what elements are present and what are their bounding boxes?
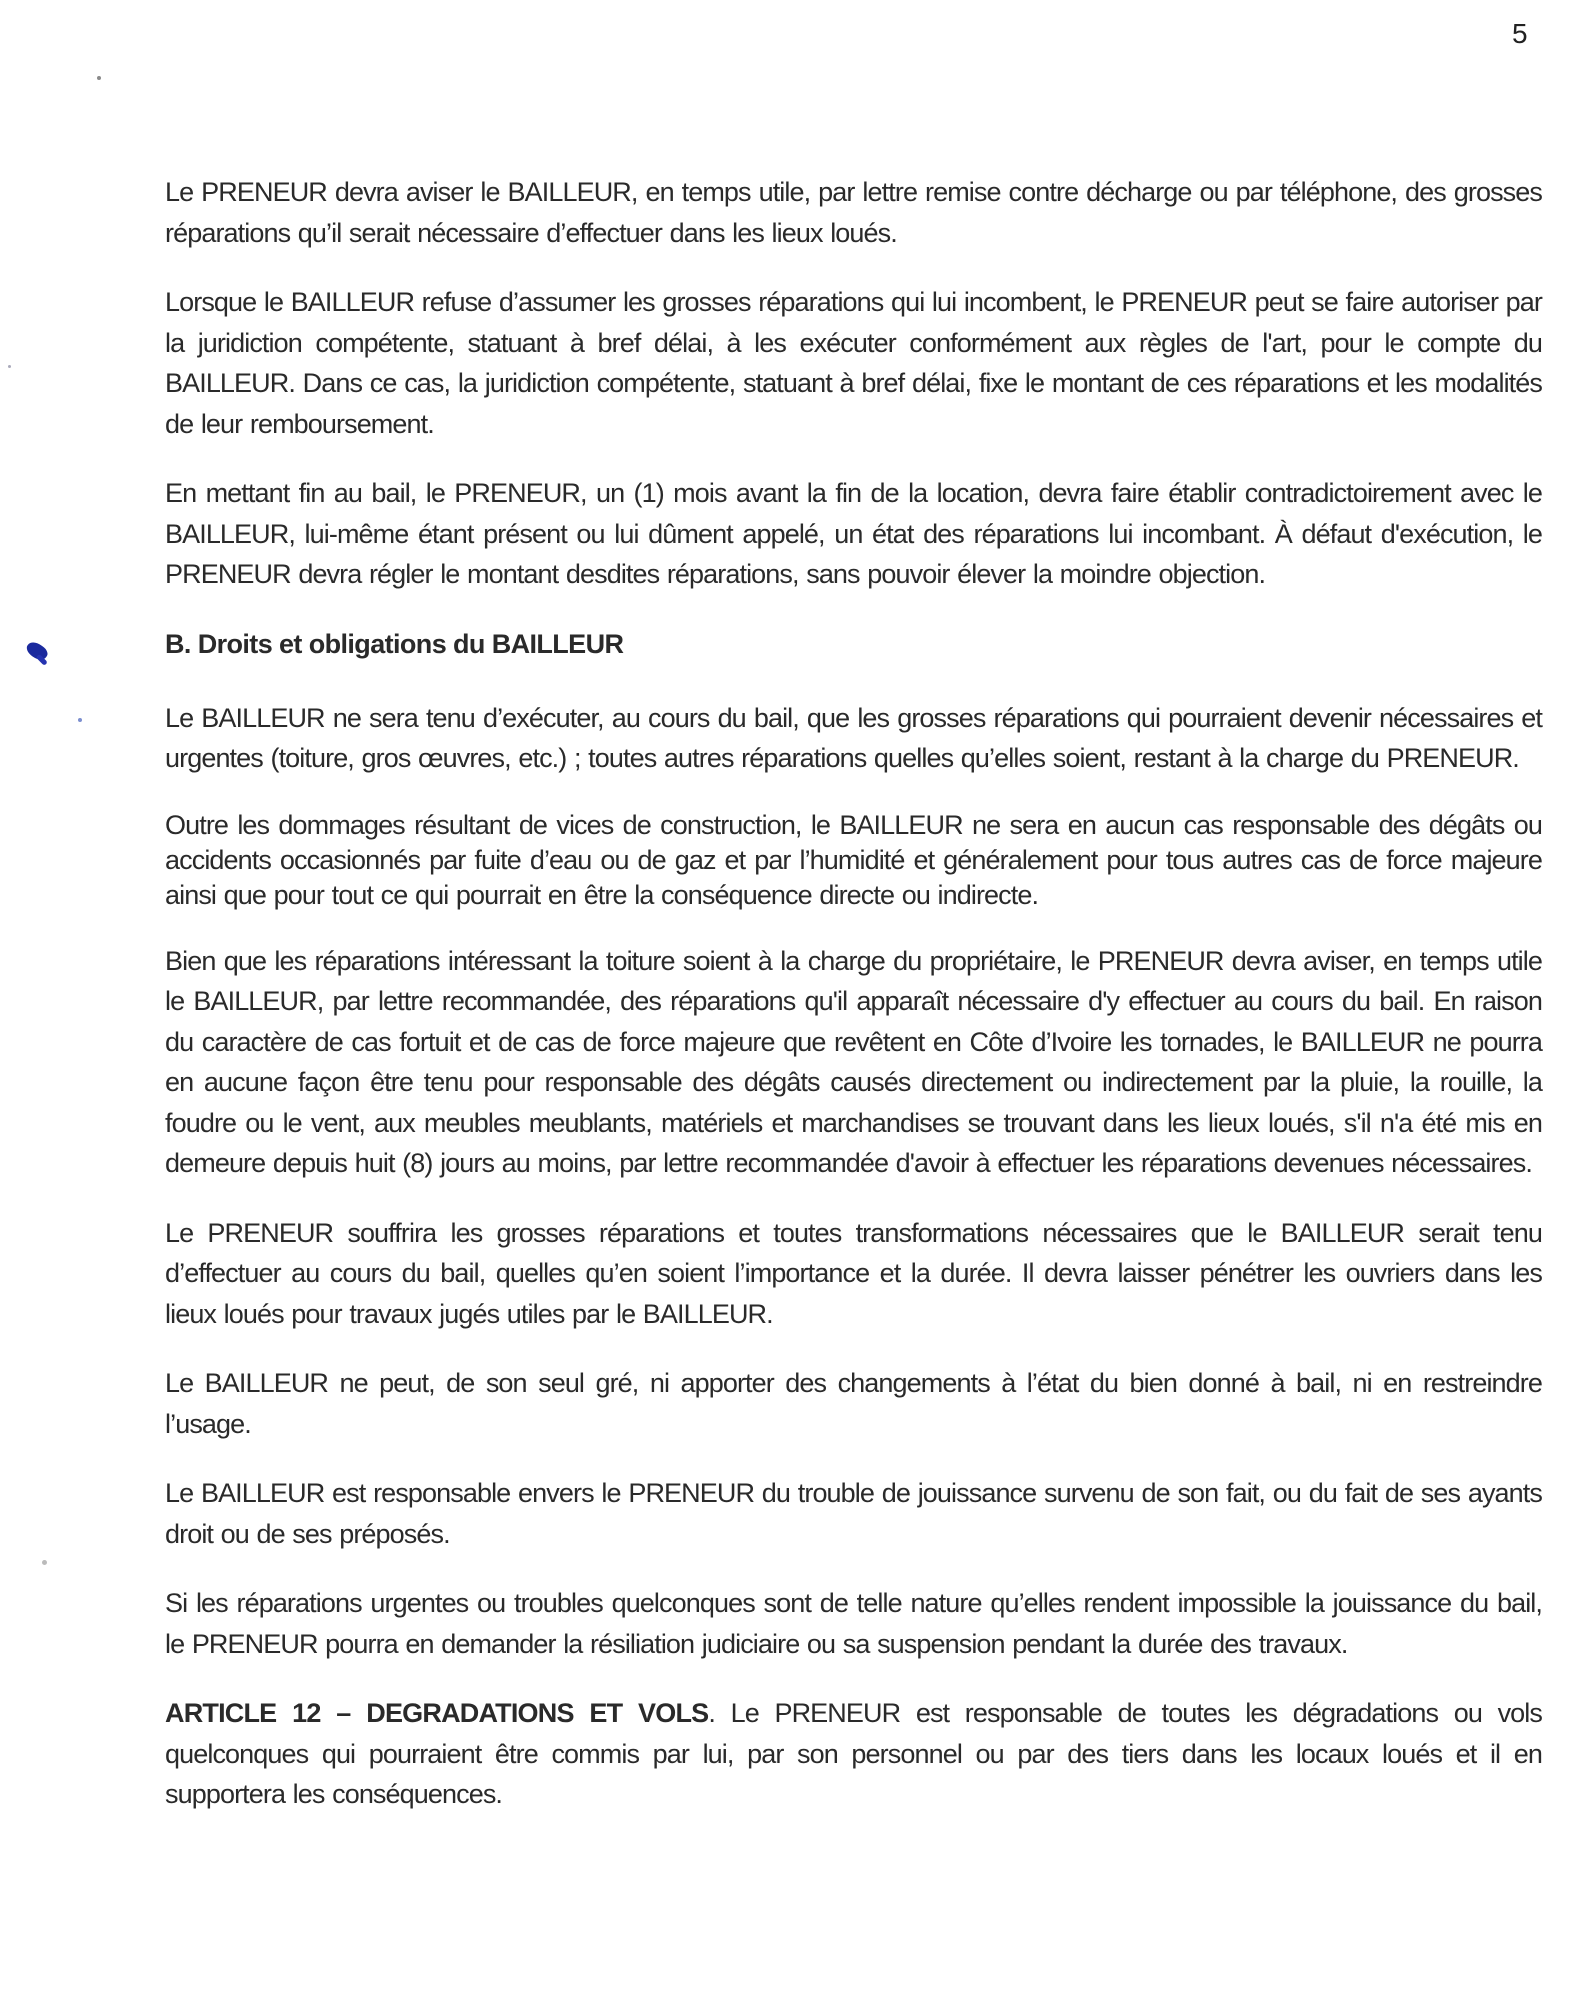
paragraph-roof-repairs: Bien que les réparations intéressant la toiture soient à la charge du propriétaire, le PRENEUR devra aviser, en temps utile le BAILLEUR, par lettre recommandée, des réparations qu'il apparaît nécessaire d'y effectuer au cours du bail. En raison du caractère de cas fortuit et de cas de force majeure que revêtent en Côte d’Ivoire les tornades, le BAILLEUR ne pourra en aucune façon être tenu pour responsable des dégâts causés directement ou indirectement par la pluie, la rouille, la foudre ou le vent, aux meubles meublants, matériels et marchandises se trouvant dans les lieux loués, s'il n'a été mis en demeure depuis huit (8) jours au moins, par lettre recommandée d'avoir à effectuer les réparations devenues nécessaires. [165,945,1542,1178]
paragraph-refusal-repairs: Lorsque le BAILLEUR refuse d’assumer les grosses réparations qui lui incombent, le PRENEUR peut se faire autoriser par la juridiction compétente, statuant à bref délai, à les exécuter conformément aux règles de l'art, pour le compte du BAILLEUR. Dans ce cas, la juridiction compétente, statuant à bref délai, fixe le montant de ces réparations et les modalités de leur remboursement. [165,287,1543,439]
scan-speck [78,718,82,722]
paragraph-liability-exclusion: Outre les dommages résultant de vices de construction, le BAILLEUR ne sera en aucun cas responsable des dégâts ou accidents occasionnés par fuite d’eau ou de gaz et par l’humidité et généralement pour tous autres cas de force majeure ainsi que pour tout ce qui pourrait en être la conséquence directe ou indirecte. [165,809,1542,910]
paragraph-major-repairs: Le BAILLEUR ne sera tenu d’exécuter, au cours du bail, que les grosses réparations qui pourraient devenir nécessaires et urgentes (toiture, gros œuvres, etc.) ; toutes autres réparations quelles qu’elles soient, restant à la charge du PRENEUR. [165,702,1542,773]
article-12-body: . Le PRENEUR est responsable de toutes les dégradations ou vols quelconques qui pourraient être commis par lui, par son personnel ou par des tiers dans les locaux loués et il en supportera les conséquences. [165,1698,1542,1809]
paragraph-termination: Si les réparations urgentes ou troubles quelconques sont de telle nature qu’elles rendent impossible la jouissance du bail, le PRENEUR pourra en demander la résiliation judiciaire ou sa suspension pendant la durée des travaux. [165,1588,1542,1659]
scan-speck [97,76,101,80]
paragraph-no-changes: Le BAILLEUR ne peut, de son seul gré, ni apporter des changements à l’état du bien donné à bail, ni en restreindre l’usage. [165,1368,1542,1439]
paragraph-end-of-lease: En mettant fin au bail, le PRENEUR, un (1) mois avant la fin de la location, devra faire établir contradictoirement avec le BAILLEUR, lui-même étant présent ou lui dûment appelé, un état des réparations lui incombant. À défaut d'exécution, le PRENEUR devra régler le montant desdites réparations, sans pouvoir élever la moindre objection. [165,478,1542,589]
article-12 [165,1693,1542,1815]
paragraph-tolerate-works: Le PRENEUR souffrira les grosses réparations et toutes transformations nécessaires que le BAILLEUR serait tenu d’effectuer au cours du bail, quelles qu’en soient l’importance et la durée. Il devra laisser pénétrer les ouvriers dans les lieux loués pour travaux jugés utiles par le BAILLEUR. [165,1217,1542,1329]
paragraph-responsibility: Le BAILLEUR est responsable envers le PRENEUR du trouble de jouissance survenu de son fait, ou du fait de ses ayants droit ou de ses préposés. [165,1478,1542,1549]
scan-speck [42,1560,47,1565]
pen-mark [24,639,50,663]
paragraph-notice-repairs: Le PRENEUR devra aviser le BAILLEUR, en temps utile, par lettre remise contre décharge ou par téléphone, des grosses réparations qu’il serait nécessaire d’effectuer dans les lieux loués. [165,177,1542,248]
scan-speck [8,365,11,368]
article-12-title: ARTICLE 12 – DEGRADATIONS ET VOLS [165,1698,709,1728]
section-heading-bailleur: B. Droits et obligations du BAILLEUR [165,628,624,659]
document-body [165,172,1542,1844]
page-number: 5 [1512,18,1528,49]
